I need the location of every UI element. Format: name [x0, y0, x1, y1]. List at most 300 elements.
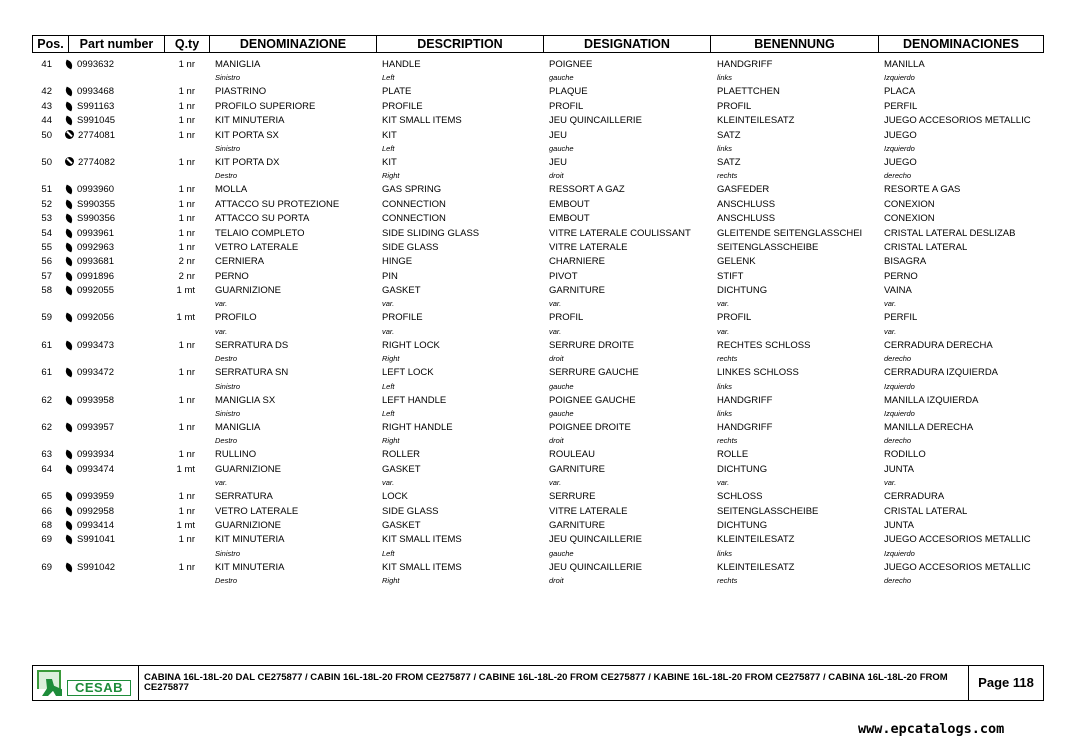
- part-number-cell: [65, 561, 115, 575]
- desc-fr-cell: GARNITURE: [549, 519, 605, 531]
- desc-de-cell: GELENK: [717, 256, 756, 268]
- variant-cell: var.: [382, 299, 395, 309]
- desc-it-cell: CERNIERA: [215, 256, 265, 268]
- desc-es-cell: JUEGO ACCESORIOS METALLIC: [884, 534, 1031, 546]
- table-subrow: [32, 435, 1044, 448]
- part-number-text: S991045: [77, 115, 116, 127]
- pos-cell: 56: [41, 256, 52, 268]
- table-row: [32, 490, 1044, 504]
- desc-es-cell: CRISTAL LATERAL: [884, 505, 968, 517]
- logo-wordmark: CESAB: [67, 680, 131, 696]
- table-row: [32, 505, 1044, 519]
- pos-cell: 41: [41, 59, 52, 70]
- desc-it-cell: RULLINO: [215, 449, 257, 461]
- desc-en-cell: CONNECTION: [382, 213, 446, 225]
- qty-cell: 1 nr: [178, 367, 195, 379]
- desc-it-cell: GUARNIZIONE: [215, 519, 281, 531]
- desc-fr-cell: VITRE LATERALE: [549, 505, 628, 517]
- desc-de-cell: SATZ: [717, 129, 741, 141]
- pos-cell: 42: [41, 86, 52, 98]
- desc-it-cell: PIASTRINO: [215, 86, 267, 98]
- desc-fr-cell: PROFIL: [549, 100, 584, 112]
- table-row: [32, 533, 1044, 547]
- leaf-icon: [64, 450, 74, 460]
- leaf-icon: [64, 116, 74, 126]
- parts-table: [32, 58, 1044, 588]
- part-number-text: S990355: [77, 198, 116, 210]
- desc-fr-cell: JEU: [549, 156, 567, 168]
- qty-cell: 1 mt: [176, 285, 195, 297]
- desc-it-cell: SERRATURA DS: [215, 339, 289, 351]
- qty-cell: 1 nr: [178, 213, 195, 225]
- part-number-cell: [65, 255, 114, 269]
- desc-de-cell: HANDGRIFF: [717, 59, 773, 70]
- leaf-icon: [64, 423, 74, 433]
- qty-cell: 1 nr: [178, 115, 195, 127]
- desc-it-cell: PROFILO: [215, 312, 257, 324]
- variant-cell: Sinistro: [215, 143, 241, 153]
- desc-de-cell: LINKES SCHLOSS: [717, 367, 799, 379]
- variant-cell: droit: [549, 171, 564, 181]
- qty-cell: 1 nr: [178, 561, 195, 573]
- part-number-text: 0993468: [77, 86, 114, 98]
- variant-cell: var.: [884, 326, 897, 336]
- part-number-text: 0993473: [77, 339, 114, 351]
- part-number-cell: [65, 129, 115, 143]
- variant-cell: Right: [382, 436, 400, 446]
- desc-fr-cell: JEU: [549, 129, 567, 141]
- desc-fr-cell: GARNITURE: [549, 285, 605, 297]
- qty-cell: 1 nr: [178, 100, 195, 112]
- part-number-cell: [65, 212, 115, 226]
- part-number-cell: [65, 505, 114, 519]
- desc-it-cell: KIT PORTA DX: [215, 156, 280, 168]
- desc-it-cell: PERNO: [215, 270, 249, 282]
- leaf-icon: [64, 340, 74, 350]
- variant-cell: var.: [549, 299, 562, 309]
- table-row: [32, 255, 1044, 269]
- desc-fr-cell: POIGNEE GAUCHE: [549, 394, 636, 406]
- qty-cell: 1 mt: [176, 312, 195, 324]
- pos-cell: 62: [41, 422, 52, 434]
- header-designation: DESIGNATION: [544, 36, 711, 52]
- variant-cell: Izquierdo: [884, 73, 915, 83]
- variant-cell: Destro: [215, 354, 238, 364]
- page-footer: [32, 665, 1044, 701]
- part-number-cell: [65, 490, 114, 504]
- table-row: [32, 198, 1044, 212]
- part-number-cell: [65, 311, 114, 325]
- part-number-text: 0993961: [77, 227, 114, 239]
- part-number-cell: [65, 241, 114, 255]
- table-subrow: [32, 575, 1044, 588]
- header-benennung: BENENNUNG: [711, 36, 879, 52]
- desc-en-cell: KIT SMALL ITEMS: [382, 534, 462, 546]
- variant-cell: droit: [549, 354, 564, 364]
- variant-cell: links: [717, 548, 733, 558]
- desc-es-cell: CERRADURA: [884, 491, 945, 503]
- cesab-logo: [33, 666, 139, 700]
- table-subrow: [32, 408, 1044, 421]
- variant-cell: var.: [717, 299, 730, 309]
- table-row: [32, 421, 1044, 435]
- pos-cell: 61: [41, 367, 52, 379]
- variant-cell: links: [717, 409, 733, 419]
- pos-cell: 50: [41, 129, 52, 141]
- table-header: [32, 35, 1044, 53]
- variant-cell: links: [717, 73, 733, 83]
- desc-it-cell: GUARNIZIONE: [215, 285, 281, 297]
- variant-cell: derecho: [884, 354, 912, 364]
- leaf-icon: [64, 228, 74, 238]
- pos-cell: 54: [41, 227, 52, 239]
- table-row: [32, 241, 1044, 255]
- desc-it-cell: ATTACCO SU PROTEZIONE: [215, 198, 340, 210]
- desc-fr-cell: EMBOUT: [549, 213, 590, 225]
- variant-cell: Left: [382, 381, 395, 391]
- part-number-text: 0993472: [77, 367, 114, 379]
- leaf-icon: [64, 464, 74, 474]
- desc-es-cell: CONEXION: [884, 198, 935, 210]
- desc-en-cell: PROFILE: [382, 312, 423, 324]
- part-number-text: 0991896: [77, 270, 114, 282]
- desc-en-cell: RIGHT LOCK: [382, 339, 440, 351]
- desc-de-cell: KLEINTEILESATZ: [717, 561, 795, 573]
- desc-es-cell: JUNTA: [884, 463, 914, 475]
- part-number-text: 0993934: [77, 449, 114, 461]
- leaf-icon: [64, 506, 74, 516]
- variant-cell: gauche: [549, 73, 574, 83]
- desc-fr-cell: RESSORT A GAZ: [549, 184, 625, 196]
- variant-cell: Izquierdo: [884, 381, 915, 391]
- table-subrow: [32, 143, 1044, 156]
- variant-cell: rechts: [717, 354, 738, 364]
- leaf-icon: [64, 368, 74, 378]
- pos-cell: 63: [41, 449, 52, 461]
- part-number-text: S991163: [77, 100, 115, 112]
- part-number-text: 0993474: [77, 463, 114, 475]
- variant-cell: rechts: [717, 576, 738, 586]
- desc-de-cell: DICHTUNG: [717, 519, 768, 531]
- desc-de-cell: GLEITENDE SEITENGLASSCHEI: [717, 227, 863, 239]
- desc-it-cell: KIT MINUTERIA: [215, 561, 285, 573]
- desc-es-cell: JUEGO: [884, 129, 917, 141]
- leaf-icon: [64, 101, 74, 111]
- pos-cell: 44: [41, 115, 52, 127]
- qty-cell: 1 nr: [178, 198, 195, 210]
- pos-cell: 65: [41, 491, 52, 503]
- desc-es-cell: PLACA: [884, 86, 916, 98]
- qty-cell: 1 nr: [178, 491, 195, 503]
- qty-cell: 1 nr: [178, 339, 195, 351]
- table-row: [32, 58, 1044, 72]
- variant-cell: var.: [717, 326, 730, 336]
- part-number-text: 0993960: [77, 184, 114, 196]
- desc-it-cell: KIT PORTA SX: [215, 129, 279, 141]
- desc-en-cell: GASKET: [382, 519, 421, 531]
- desc-es-cell: BISAGRA: [884, 256, 927, 268]
- part-number-cell: [65, 421, 114, 435]
- variant-cell: Sinistro: [215, 381, 241, 391]
- pos-cell: 58: [41, 285, 52, 297]
- part-number-cell: [65, 58, 114, 72]
- variant-cell: Left: [382, 73, 395, 83]
- watermark-url: www.epcatalogs.com: [858, 721, 1005, 737]
- qty-cell: 1 nr: [178, 449, 195, 461]
- part-number-text: 2774082: [78, 156, 115, 168]
- leaf-icon: [64, 395, 74, 405]
- leaf-icon: [64, 313, 74, 323]
- table-subrow: [32, 72, 1044, 85]
- leaf-icon: [64, 87, 74, 97]
- leaf-icon: [64, 199, 74, 209]
- variant-cell: derecho: [884, 436, 912, 446]
- desc-fr-cell: VITRE LATERALE: [549, 241, 628, 253]
- desc-it-cell: GUARNIZIONE: [215, 463, 281, 475]
- prohibited-icon: [65, 157, 74, 166]
- qty-cell: 2 nr: [178, 256, 195, 268]
- desc-de-cell: RECHTES SCHLOSS: [717, 339, 811, 351]
- variant-cell: gauche: [549, 409, 574, 419]
- qty-cell: 1 nr: [178, 505, 195, 517]
- part-number-cell: [65, 114, 115, 128]
- page-number: Page 118: [978, 675, 1034, 690]
- table-row: [32, 129, 1044, 143]
- desc-en-cell: HINGE: [382, 256, 413, 268]
- desc-de-cell: KLEINTEILESATZ: [717, 115, 795, 127]
- qty-cell: 1 nr: [178, 184, 195, 196]
- desc-fr-cell: ROULEAU: [549, 449, 595, 461]
- desc-en-cell: PLATE: [382, 86, 412, 98]
- variant-cell: gauche: [549, 548, 574, 558]
- desc-it-cell: MANIGLIA SX: [215, 394, 276, 406]
- desc-de-cell: DICHTUNG: [717, 463, 768, 475]
- desc-fr-cell: PROFIL: [549, 312, 584, 324]
- table-row: [32, 394, 1044, 408]
- part-number-text: S991042: [77, 561, 116, 573]
- pos-cell: 51: [41, 184, 52, 196]
- desc-it-cell: KIT MINUTERIA: [215, 534, 285, 546]
- variant-cell: Left: [382, 548, 395, 558]
- table-row: [32, 366, 1044, 380]
- pos-cell: 43: [41, 100, 52, 112]
- part-number-text: S990356: [77, 213, 116, 225]
- desc-es-cell: PERFIL: [884, 312, 918, 324]
- table-row: [32, 270, 1044, 284]
- variant-cell: Sinistro: [215, 548, 241, 558]
- part-number-cell: [65, 156, 115, 170]
- desc-it-cell: MOLLA: [215, 184, 248, 196]
- table-row: [32, 156, 1044, 170]
- desc-it-cell: SERRATURA: [215, 491, 273, 503]
- desc-de-cell: PROFIL: [717, 100, 752, 112]
- pos-cell: 66: [41, 505, 52, 517]
- table-row: [32, 100, 1044, 114]
- variant-cell: droit: [549, 576, 564, 586]
- header-pos: Pos.: [33, 36, 69, 52]
- table-row: [32, 519, 1044, 533]
- desc-fr-cell: PLAQUE: [549, 86, 588, 98]
- part-number-cell: [65, 227, 114, 241]
- desc-de-cell: DICHTUNG: [717, 285, 768, 297]
- part-number-text: 0992963: [77, 241, 114, 253]
- desc-it-cell: TELAIO COMPLETO: [215, 227, 305, 239]
- pos-cell: 50: [41, 156, 52, 168]
- part-number-text: 2774081: [78, 129, 115, 141]
- pos-cell: 68: [41, 519, 52, 531]
- desc-en-cell: KIT: [382, 129, 397, 141]
- variant-cell: var.: [382, 478, 395, 488]
- desc-es-cell: MANILLA DERECHA: [884, 422, 974, 434]
- table-subrow: [32, 298, 1044, 311]
- desc-de-cell: PLAETTCHEN: [717, 86, 780, 98]
- part-number-text: 0993957: [77, 422, 114, 434]
- desc-es-cell: JUEGO: [884, 156, 917, 168]
- part-number-text: 0992055: [77, 285, 114, 297]
- variant-cell: var.: [215, 299, 228, 309]
- desc-de-cell: ROLLE: [717, 449, 749, 461]
- desc-de-cell: ANSCHLUSS: [717, 198, 776, 210]
- header-denominaciones: DENOMINACIONES: [903, 37, 1019, 51]
- part-number-text: 0992958: [77, 505, 114, 517]
- desc-fr-cell: GARNITURE: [549, 463, 605, 475]
- desc-it-cell: ATTACCO SU PORTA: [215, 213, 310, 225]
- variant-cell: Destro: [215, 436, 238, 446]
- leaf-icon: [64, 562, 74, 572]
- desc-de-cell: HANDGRIFF: [717, 394, 773, 406]
- desc-fr-cell: JEU QUINCAILLERIE: [549, 534, 642, 546]
- part-number-cell: [65, 366, 114, 380]
- desc-es-cell: CONEXION: [884, 213, 935, 225]
- part-number-cell: [65, 198, 115, 212]
- pos-cell: 59: [41, 312, 52, 324]
- desc-fr-cell: SERRURE GAUCHE: [549, 367, 639, 379]
- desc-en-cell: GASKET: [382, 285, 421, 297]
- part-number-cell: [65, 533, 115, 547]
- desc-en-cell: LOCK: [382, 491, 408, 503]
- table-row: [32, 284, 1044, 298]
- desc-en-cell: KIT: [382, 156, 397, 168]
- desc-es-cell: JUEGO ACCESORIOS METALLIC: [884, 561, 1031, 573]
- desc-en-cell: KIT SMALL ITEMS: [382, 115, 462, 127]
- desc-it-cell: MANIGLIA: [215, 59, 261, 70]
- qty-cell: 1 nr: [178, 156, 195, 168]
- variant-cell: derecho: [884, 576, 912, 586]
- variant-cell: var.: [382, 326, 395, 336]
- qty-cell: 1 nr: [178, 129, 195, 141]
- desc-en-cell: HANDLE: [382, 59, 421, 70]
- desc-en-cell: CONNECTION: [382, 198, 446, 210]
- qty-cell: 1 nr: [178, 86, 195, 98]
- variant-cell: Right: [382, 171, 400, 181]
- desc-en-cell: RIGHT HANDLE: [382, 422, 453, 434]
- part-number-cell: [65, 463, 114, 477]
- header-qty: Q.ty: [165, 36, 210, 52]
- variant-cell: Izquierdo: [884, 409, 915, 419]
- variant-cell: derecho: [884, 171, 912, 181]
- pos-cell: 57: [41, 270, 52, 282]
- part-number-cell: [65, 448, 114, 462]
- desc-it-cell: MANIGLIA: [215, 422, 261, 434]
- header-description: DESCRIPTION: [377, 36, 544, 52]
- footer-title: CABINA 16L-18L-20 DAL CE275877 / CABIN 16L-18L-20 FROM CE275877 / CABINE 16L-18L-20 FROM CE275877 / KABINE 16L-18L-20 FROM CE275877 / CABINA 16L-18L-20 FROM CE275877: [139, 666, 969, 700]
- table-row: [32, 114, 1044, 128]
- desc-fr-cell: POIGNEE DROITE: [549, 422, 631, 434]
- qty-cell: 2 nr: [178, 270, 195, 282]
- leaf-icon: [64, 185, 74, 195]
- desc-es-cell: CERRADURA IZQUIERDA: [884, 367, 999, 379]
- desc-de-cell: SATZ: [717, 156, 741, 168]
- table-subrow: [32, 170, 1044, 183]
- desc-de-cell: SEITENGLASSCHEIBE: [717, 505, 819, 517]
- leaf-icon: [64, 214, 74, 224]
- variant-cell: Izquierdo: [884, 548, 915, 558]
- desc-de-cell: KLEINTEILESATZ: [717, 534, 795, 546]
- variant-cell: Izquierdo: [884, 143, 915, 153]
- variant-cell: Destro: [215, 171, 238, 181]
- variant-cell: var.: [884, 478, 897, 488]
- desc-it-cell: VETRO LATERALE: [215, 505, 299, 517]
- qty-cell: 1 nr: [178, 59, 195, 70]
- desc-de-cell: SCHLOSS: [717, 491, 763, 503]
- part-number-cell: [65, 100, 114, 114]
- table-row: [32, 311, 1044, 325]
- variant-cell: var.: [717, 478, 730, 488]
- part-number-text: 0993958: [77, 394, 114, 406]
- leaf-icon: [64, 271, 74, 281]
- desc-fr-cell: PIVOT: [549, 270, 578, 282]
- variant-cell: Sinistro: [215, 409, 241, 419]
- desc-en-cell: SIDE GLASS: [382, 241, 439, 253]
- desc-en-cell: PIN: [382, 270, 398, 282]
- variant-cell: var.: [549, 478, 562, 488]
- qty-cell: 1 nr: [178, 227, 195, 239]
- leaf-icon: [64, 257, 74, 267]
- leaf-icon: [64, 286, 74, 296]
- table-row: [32, 448, 1044, 462]
- variant-cell: Left: [382, 409, 395, 419]
- variant-cell: var.: [215, 326, 228, 336]
- desc-fr-cell: SERRURE: [549, 491, 596, 503]
- variant-cell: Right: [382, 354, 400, 364]
- desc-fr-cell: POIGNEE: [549, 59, 593, 70]
- table-row: [32, 561, 1044, 575]
- desc-es-cell: RESORTE A GAS: [884, 184, 961, 196]
- pos-cell: 55: [41, 241, 52, 253]
- variant-cell: Right: [382, 576, 400, 586]
- desc-es-cell: PERFIL: [884, 100, 918, 112]
- pos-cell: 61: [41, 339, 52, 351]
- variant-cell: links: [717, 381, 733, 391]
- table-subrow: [32, 326, 1044, 339]
- pos-cell: 62: [41, 394, 52, 406]
- qty-cell: 1 nr: [178, 422, 195, 434]
- desc-en-cell: SIDE GLASS: [382, 505, 439, 517]
- variant-cell: var.: [884, 299, 897, 309]
- desc-en-cell: GAS SPRING: [382, 184, 442, 196]
- variant-cell: gauche: [549, 143, 574, 153]
- pos-cell: 69: [41, 561, 52, 573]
- pos-cell: 64: [41, 463, 52, 475]
- variant-cell: rechts: [717, 436, 738, 446]
- desc-en-cell: LEFT HANDLE: [382, 394, 447, 406]
- desc-fr-cell: JEU QUINCAILLERIE: [549, 561, 642, 573]
- desc-en-cell: GASKET: [382, 463, 421, 475]
- desc-en-cell: SIDE SLIDING GLASS: [382, 227, 480, 239]
- part-number-cell: [65, 519, 114, 533]
- table-row: [32, 85, 1044, 99]
- variant-cell: rechts: [717, 171, 738, 181]
